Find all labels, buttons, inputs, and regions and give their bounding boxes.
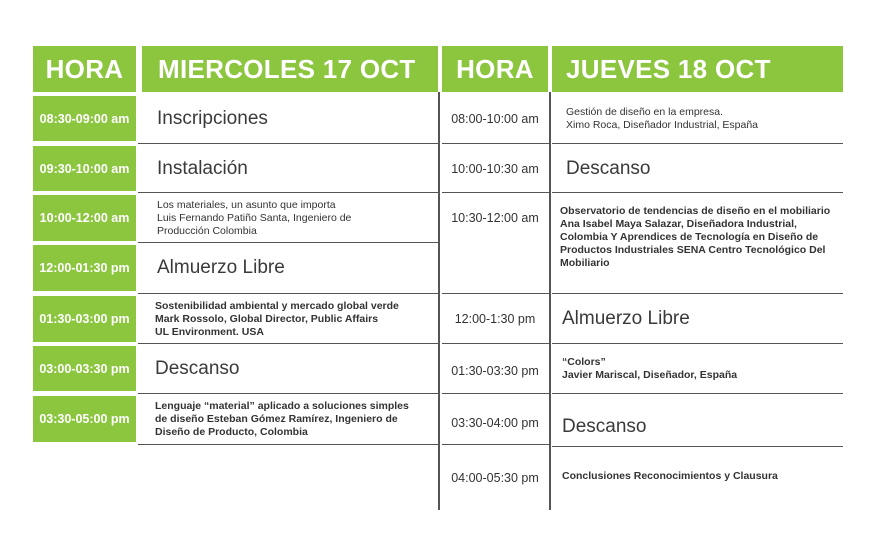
wed-session-title [157,245,437,291]
row-divider [138,192,438,193]
thu-time-label: 08:00-10:00 am [451,112,539,126]
row-divider [138,293,438,294]
header-day-thursday-label: JUEVES 18 OCT [566,53,771,84]
session-line: “Colors” [562,356,606,368]
row-divider [138,343,438,344]
thu-time-label: 01:30-03:30 pm [451,364,539,378]
session-title-text: Descanso [155,357,240,379]
wed-time-label: 03:00-03:30 pm [39,361,130,376]
wed-time-cell [33,195,136,241]
session-title-text: Instalación [157,157,248,179]
row-divider [442,293,550,294]
row-divider [138,242,438,243]
thu-time-cell [442,455,548,501]
header-hora-wednesday-label: HORA [45,53,124,84]
session-line: Producción Colombia [157,224,257,237]
wed-session-details [155,396,437,442]
wed-time-label: 01:30-03:00 pm [39,312,130,326]
row-divider [552,293,843,294]
row-divider [552,192,843,193]
session-line: Los materiales, un asunto que importa [157,198,336,211]
session-line: Mobiliario [560,257,610,269]
wed-time-label: 03:30-05:00 pm [39,412,130,426]
thu-session-title [566,146,842,192]
row-divider [138,393,438,394]
header-hora-thursday [442,46,548,92]
thu-time-label: 10:00-10:30 am [451,162,539,176]
header-day-thursday [552,46,843,92]
session-line: Javier Mariscal, Diseñador, España [562,369,738,381]
thu-session-title [562,404,842,450]
row-divider [442,343,550,344]
session-line: Lenguaje “material” aplicado a soluciones simples [155,399,409,412]
session-title-text: Descanso [562,416,647,437]
session-line: Sostenibilidad ambiental y mercado global verde [155,299,399,312]
row-divider [442,192,550,193]
thu-time-label: 12:00-1:30 pm [454,312,536,326]
row-divider [442,143,550,144]
wed-time-cell [33,296,136,342]
session-line: Diseño de Producto, Colombia [155,425,308,438]
session-title-text: Inscripciones [157,107,268,129]
wed-session-details [157,195,437,241]
header-day-wednesday [142,46,438,92]
wed-session-title [157,146,437,191]
thu-session-details [562,453,842,499]
session-line: de diseño Esteban Gómez Ramírez, Ingeniero de [155,412,398,425]
header-hora-wednesday [33,46,136,92]
wed-time-cell [33,396,136,442]
wed-time-label: 12:00-01:30 pm [39,261,130,275]
thu-time-label: 03:30-04:00 pm [451,416,539,430]
header-hora-thursday-label: HORA [456,53,534,84]
session-line: Ana Isabel Maya Salazar, Diseñadora Industrial, [560,218,797,230]
session-line: Mark Rossolo, Global Director, Public Affairs [155,312,379,325]
session-line: Colombia Y Aprendices de Tecnología en Diseño de [560,231,819,243]
wed-time-label: 10:00-12:00 am [39,211,130,225]
row-divider [552,393,843,394]
session-title-text: Almuerzo Libre [157,257,285,278]
thu-time-cell [442,296,548,342]
wed-time-label: 08:30-09:00 am [39,111,130,126]
session-line: Gestión de diseño en la empresa. [566,106,724,118]
row-divider [552,143,843,144]
column-divider-thursday [549,92,551,510]
row-divider [138,444,438,445]
session-title-text: Almuerzo Libre [562,308,690,329]
row-divider [552,343,843,344]
wed-session-title [157,96,437,141]
session-line: Ximo Roca, Diseñador Industrial, España [566,119,759,131]
wed-session-title [155,346,435,391]
thu-time-cell [442,400,548,446]
session-line: Productos Industriales SENA Centro Tecnológico Del [560,244,826,256]
session-line: Luis Fernando Patiño Santa, Ingeniero de [157,211,352,224]
wed-time-cell [33,96,136,141]
thu-time-cell [442,348,548,394]
thu-time-cell [442,96,548,142]
wed-time-cell [33,346,136,391]
wed-time-cell [33,146,136,191]
thu-session-details [562,346,842,392]
session-line: UL Environment. USA [155,325,264,338]
wed-session-details [155,296,437,342]
row-divider [138,143,438,144]
thu-session-details [566,96,842,142]
thu-session-title [562,296,842,342]
header-day-wednesday-label: MIERCOLES 17 OCT [158,53,416,84]
thu-time-label: 10:30-12:00 am [451,211,539,225]
wed-time-cell [33,245,136,291]
thu-time-cell [442,146,548,192]
session-line: Conclusiones Reconocimientos y Clausura [562,469,778,482]
session-line: Observatorio de tendencias de diseño en el mobiliario [560,205,831,217]
thu-time-cell [442,196,548,240]
thu-session-details [560,198,844,292]
column-divider-middle [438,92,440,510]
thu-time-label: 04:00-05:30 pm [451,471,539,485]
wed-time-label: 09:30-10:00 am [39,161,130,176]
session-title-text: Descanso [566,158,651,179]
